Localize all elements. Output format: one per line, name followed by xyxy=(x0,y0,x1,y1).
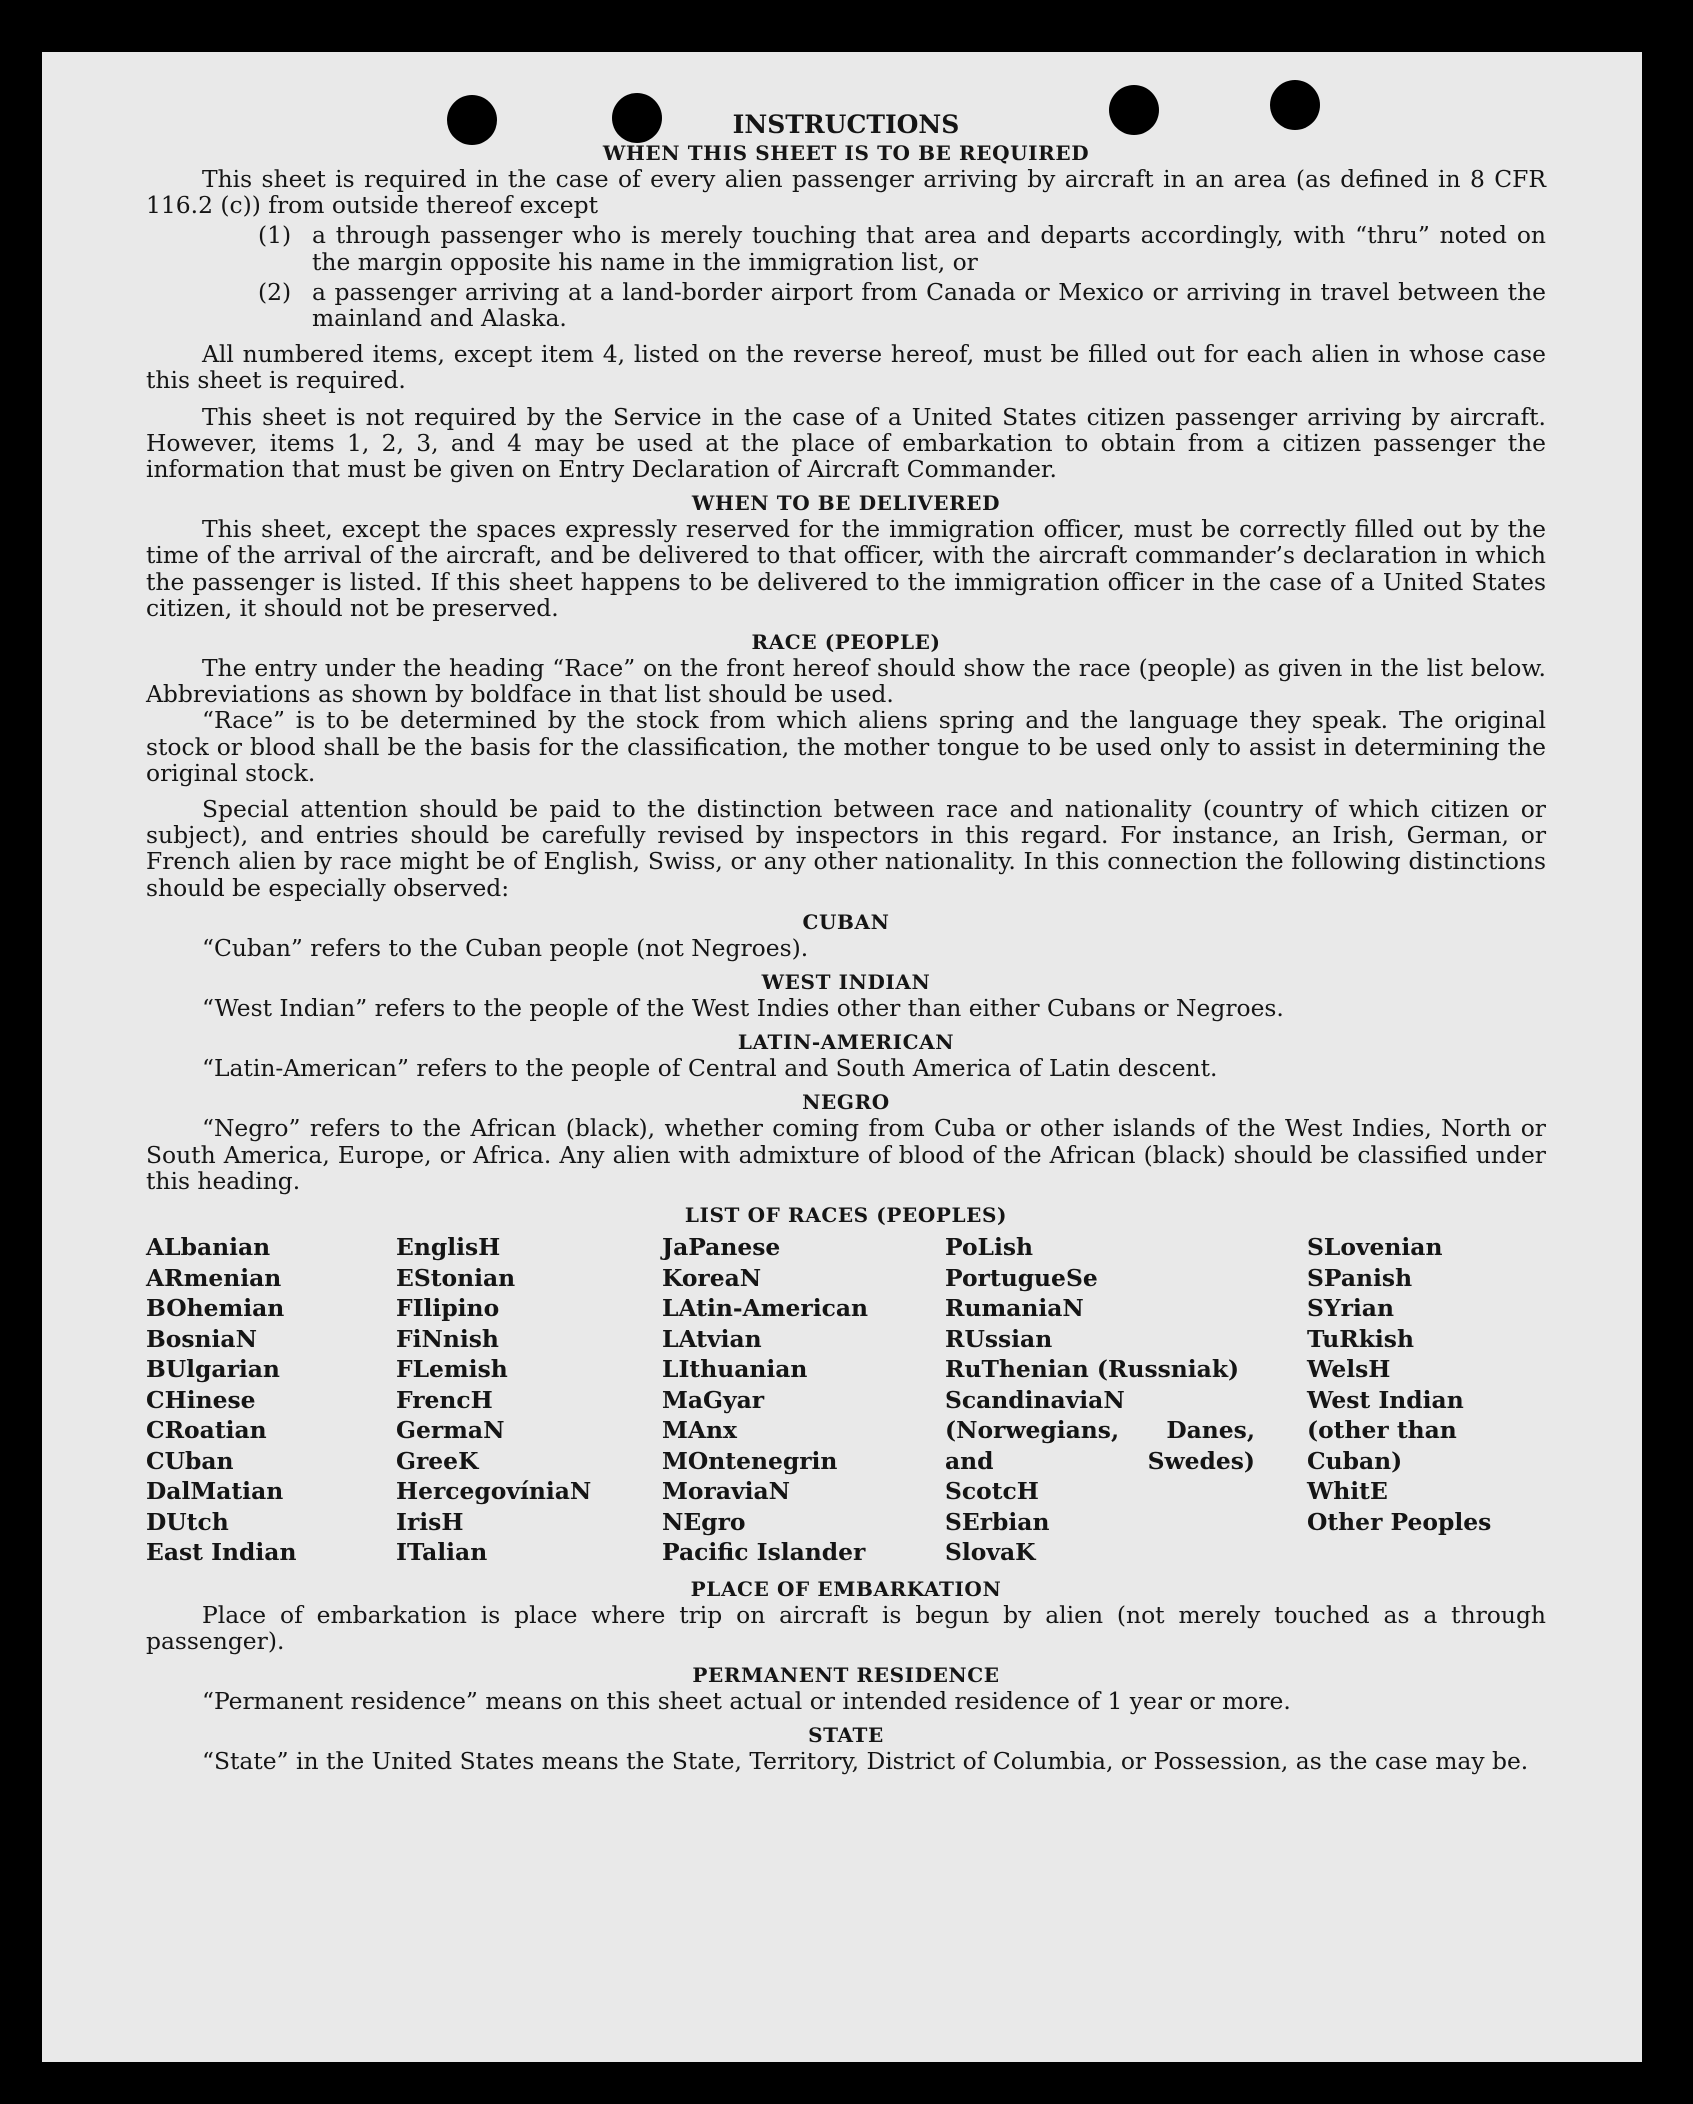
race-entry: ITalian xyxy=(396,1538,488,1567)
heading-race: RACE (PEOPLE) xyxy=(751,630,941,655)
race-entry: EStonian xyxy=(396,1263,516,1292)
race-entry: CUban xyxy=(146,1446,234,1475)
instructions-content xyxy=(146,110,1546,1774)
race-entry: WhitE xyxy=(1307,1477,1388,1506)
race-entry: MoraviaN xyxy=(662,1477,790,1506)
exception-number: (1) xyxy=(258,221,292,250)
race-entry: ALbanian xyxy=(146,1233,271,1262)
races-column-3 xyxy=(662,1232,945,1568)
exception-item xyxy=(258,279,1546,331)
race-entry: PortugueSe xyxy=(945,1263,1098,1292)
race-entry: LIthuanian xyxy=(662,1355,808,1384)
paragraph-race-1: The entry under the heading “Race” on the front hereof should show the race (people) as given in the list below. Abbreviations as shown by boldface in that list should be used. xyxy=(146,654,1546,709)
paragraph-delivered: This sheet, except the spaces expressly reserved for the immigration officer, must be correctly filled out by the time of the arrival of the aircraft, and be delivered to that officer, with the aircraft commander’s declaration in which the passenger is listed. If this sheet happens to be delivered to the immigration officer in the case of a United States citizen, it should not be preserved. xyxy=(146,515,1546,622)
paragraph-required-intro: This sheet is required in the case of every alien passenger arriving by aircraft in an area (as defined in 8 CFR 116.2 (c)) from outside thereof except xyxy=(146,165,1546,220)
race-entry: GermaN xyxy=(396,1416,505,1445)
paragraph-race-3: Special attention should be paid to the distinction between race and nationality (country of which citizen or subject), and entries should be carefully revised by inspectors in this regard. For instance, an Irish, German, or French alien by race might be of English, Swiss, or any other nationality. In this connection the following distinctions should be especially observed: xyxy=(146,795,1546,902)
race-entry: MaGyar xyxy=(662,1385,765,1414)
race-entry: FiNnish xyxy=(396,1324,499,1353)
heading-when-required: WHEN THIS SHEET IS TO BE REQUIRED xyxy=(602,141,1090,165)
race-entry: LAtin-American xyxy=(662,1294,868,1323)
paragraph-numbered-items: All numbered items, except item 4, listed on the reverse hereof, must be filled out for each alien in whose case this sheet is required. xyxy=(146,340,1546,395)
race-entry: JaPanese xyxy=(662,1233,781,1262)
paragraph-state: “State” in the United States means the State, Territory, District of Columbia, or Possession, as the case may be. xyxy=(202,1747,1529,1776)
race-entry: NEgro xyxy=(662,1507,746,1536)
race-entry: GreeK xyxy=(396,1446,479,1475)
race-entry: SPanish xyxy=(1307,1263,1413,1292)
race-entry: DalMatian xyxy=(146,1477,284,1506)
race-entry: WelsH xyxy=(1307,1355,1391,1384)
race-entry: FrencH xyxy=(396,1385,493,1414)
exception-text: a through passenger who is merely touching that area and departs accordingly, with “thru” noted on the margin opposite his name in the immigration list, or xyxy=(312,221,1546,276)
race-entry: CRoatian xyxy=(146,1416,267,1445)
race-entry: West Indian (other than Cuban) xyxy=(1307,1385,1464,1475)
page-title: INSTRUCTIONS xyxy=(732,110,960,139)
races-column-5 xyxy=(1255,1232,1542,1568)
race-entry: Pacific Islander xyxy=(662,1538,866,1567)
race-entry: RuThenian (Russniak) xyxy=(945,1355,1240,1384)
heading-state: STATE xyxy=(808,1723,884,1748)
race-entry: SErbian xyxy=(945,1507,1050,1536)
race-entry: KoreaN xyxy=(662,1263,762,1292)
races-column-4 xyxy=(945,1232,1255,1568)
race-entry: CHinese xyxy=(146,1385,256,1414)
heading-list-of-races: LIST OF RACES (PEOPLES) xyxy=(684,1203,1008,1228)
race-entry: Other Peoples xyxy=(1307,1507,1492,1536)
race-entry: SLovenian xyxy=(1307,1233,1443,1262)
race-entry: SlovaK xyxy=(945,1538,1036,1567)
heading-negro: NEGRO xyxy=(802,1090,890,1115)
race-entry: RumaniaN xyxy=(945,1294,1084,1323)
race-entry: BOhemian xyxy=(146,1294,285,1323)
race-entry: RUssian xyxy=(945,1324,1053,1353)
race-entry: FIlipino xyxy=(396,1294,500,1323)
race-entry: PoLish xyxy=(945,1233,1034,1262)
race-entry: TuRkish xyxy=(1307,1324,1414,1353)
race-entry: SYrian xyxy=(1307,1294,1394,1323)
paragraph-embarkation: Place of embarkation is place where trip on aircraft is begun by alien (not merely touched as a through passenger). xyxy=(146,1600,1546,1655)
race-entry: ScotcH xyxy=(945,1477,1039,1506)
race-entry: BUlgarian xyxy=(146,1355,280,1384)
exception-number: (2) xyxy=(258,277,292,306)
document-page xyxy=(42,52,1642,2062)
exception-text: a passenger arriving at a land-border airport from Canada or Mexico or arriving in travel between the mainland and Alaska. xyxy=(312,277,1546,333)
heading-when-delivered: WHEN TO BE DELIVERED xyxy=(691,491,1001,516)
race-entry: BosniaN xyxy=(146,1324,257,1353)
races-column-2 xyxy=(396,1232,662,1568)
paragraph-latin-american: “Latin-American” refers to the people of Central and South America of Latin descent. xyxy=(202,1054,1218,1083)
race-entry: MAnx xyxy=(662,1416,737,1445)
races-list xyxy=(146,1232,1546,1568)
race-entry: East Indian xyxy=(146,1538,297,1567)
heading-cuban: CUBAN xyxy=(802,909,890,934)
heading-place-of-embarkation: PLACE OF EMBARKATION xyxy=(690,1576,1002,1601)
race-entry: ARmenian xyxy=(146,1263,282,1292)
race-entry: LAtvian xyxy=(662,1324,762,1353)
exception-item xyxy=(258,222,1546,274)
race-entry: IrisH xyxy=(396,1507,464,1536)
heading-latin-american: LATIN-AMERICAN xyxy=(737,1030,955,1055)
race-entry: FLemish xyxy=(396,1355,508,1384)
heading-west-indian: WEST INDIAN xyxy=(761,970,931,995)
race-entry: EnglisH xyxy=(396,1233,501,1262)
race-entry: HercegovíniaN xyxy=(396,1477,592,1506)
paragraph-citizen: This sheet is not required by the Service in the case of a United States citizen passenger arriving by aircraft. However, items 1, 2, 3, and 4 may be used at the place of embarkation to obtain from a citizen passenger the information that must be given on Entry Declaration of Aircraft Commander. xyxy=(146,402,1546,484)
paragraph-negro: “Negro” refers to the African (black), whether coming from Cuba or other islands of the West Indies, North or South America, Europe, or Africa. Any alien with admixture of blood of the African (black) should be classified under this heading. xyxy=(146,1114,1546,1195)
races-column-1 xyxy=(146,1232,396,1568)
paragraph-residence: “Permanent residence” means on this sheet actual or intended residence of 1 year or more. xyxy=(202,1687,1291,1715)
race-entry: DUtch xyxy=(146,1507,229,1536)
race-entry: MOntenegrin xyxy=(662,1446,838,1475)
paragraph-west-indian: “West Indian” refers to the people of the West Indies other than either Cubans or Negroes. xyxy=(202,994,1284,1023)
paragraph-race-2: “Race” is to be determined by the stock from which aliens spring and the language they speak. The original stock or blood shall be the basis for the classification, the mother tongue to be used only to assist in determining the original stock. xyxy=(146,706,1546,787)
heading-permanent-residence: PERMANENT RESIDENCE xyxy=(692,1663,1000,1687)
paragraph-cuban: “Cuban” refers to the Cuban people (not Negroes). xyxy=(202,933,809,962)
race-entry: ScandinaviaN (Norwegians, Danes, and Swedes) xyxy=(945,1385,1255,1475)
